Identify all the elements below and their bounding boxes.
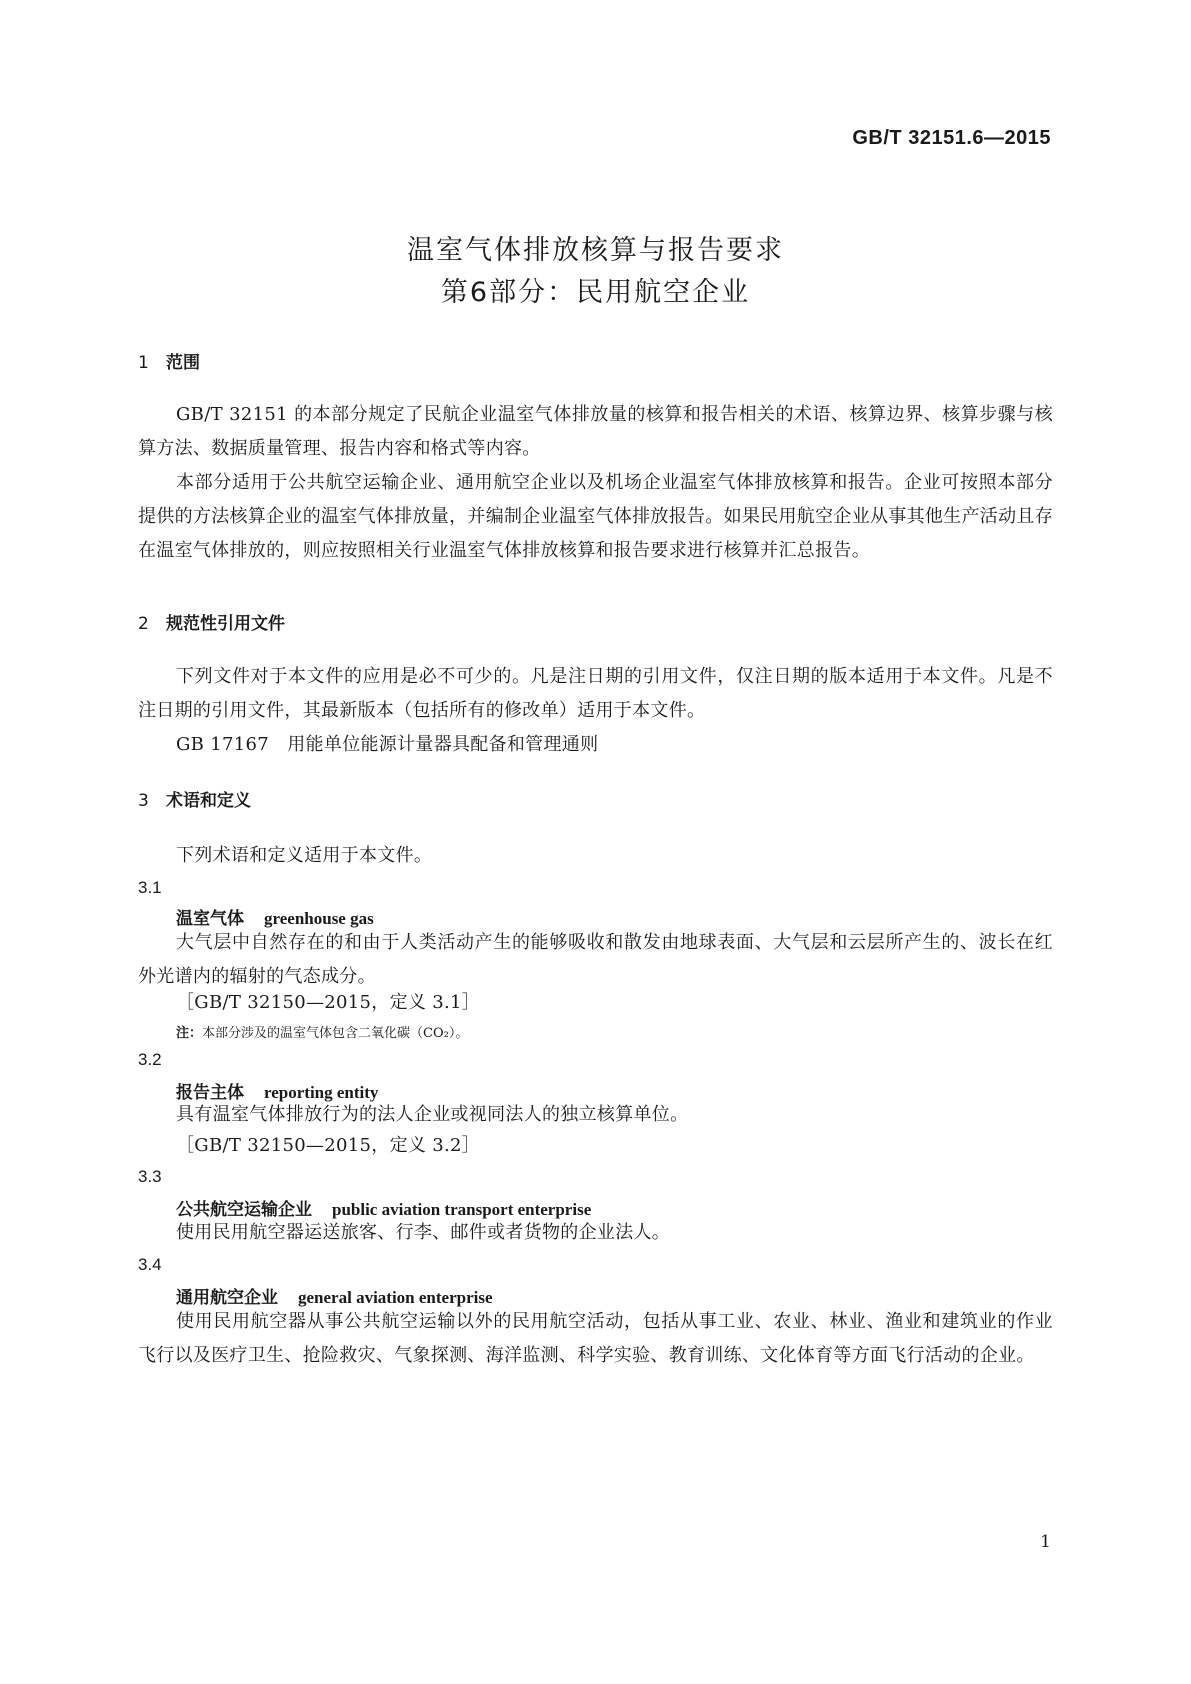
note-text: 本部分涉及的温室气体包含二氧化碳（CO₂）。 bbox=[202, 1026, 469, 1041]
note-label: 注： bbox=[176, 1026, 203, 1041]
definition-public-aviation: 使用民用航空器运送旅客、行李、邮件或者货物的企业法人。 bbox=[176, 1222, 671, 1243]
section-heading-terms-definitions bbox=[138, 786, 251, 811]
scope-paragraph-2: 本部分适用于公共航空运输企业、通用航空企业以及机场企业温室气体排放核算和报告。企业可按照本部分提供的方法核算企业的温室气体排放量，并编制企业温室气体排放报告。如果民用航空企业从事其他生产活动且存在温室气体排放的，则应按照相关行业温室气体排放核算和报告要求进行核算并汇总报告。 bbox=[138, 472, 1053, 561]
section-heading-normative-references bbox=[138, 609, 285, 634]
section-heading-scope bbox=[138, 348, 200, 373]
section-title: 范围 bbox=[166, 353, 200, 373]
term-en: greenhouse gas bbox=[264, 909, 374, 928]
section-number: 1 bbox=[138, 353, 149, 373]
section-number: 2 bbox=[138, 614, 149, 634]
definition-greenhouse-gas: 大气层中自然存在的和由于人类活动产生的能够吸收和散发由地球表面、大气层和云层所产生的、波长在红外光谱内的辐射的气态成分。 bbox=[138, 932, 1053, 987]
definition-reporting-entity: 具有温室气体排放行为的法人企业或视同法人的独立核算单位。 bbox=[176, 1104, 689, 1125]
term-en: general aviation enterprise bbox=[298, 1288, 493, 1307]
clause-number: 3.2 bbox=[138, 1050, 162, 1069]
definition-source: ［GB/T 32150—2015，定义 3.2］ bbox=[176, 1135, 481, 1156]
term-zh: 公共航空运输企业 bbox=[176, 1200, 312, 1220]
section-title: 术语和定义 bbox=[166, 791, 251, 811]
definition-note bbox=[176, 1022, 468, 1041]
section-title: 规范性引用文件 bbox=[166, 614, 285, 634]
clause-number: 3.4 bbox=[138, 1255, 162, 1274]
document-subtitle: 第6部分：民用航空企业 bbox=[440, 277, 751, 308]
scope-paragraph-1: GB/T 32151 的本部分规定了民航企业温室气体排放量的核算和报告相关的术语、核算边界、核算步骤与核算方法、数据质量管理、报告内容和格式等内容。 bbox=[138, 404, 1053, 459]
terms-intro: 下列术语和定义适用于本文件。 bbox=[176, 845, 433, 866]
standard-code: GB/T 32151.6—2015 bbox=[852, 127, 1051, 149]
clause-number: 3.1 bbox=[138, 878, 162, 897]
term-en: reporting entity bbox=[264, 1083, 379, 1102]
definition-general-aviation: 使用民用航空器从事公共航空运输以外的民用航空活动，包括从事工业、农业、林业、渔业和建筑业的作业飞行以及医疗卫生、抢险救灾、气象探测、海洋监测、科学实验、教育训练、文化体育等方面飞行活动的企业。 bbox=[138, 1311, 1053, 1366]
clause-number: 3.3 bbox=[138, 1167, 162, 1186]
term-zh: 报告主体 bbox=[176, 1083, 244, 1103]
page-number: 1 bbox=[1040, 1532, 1051, 1552]
references-paragraph: 下列文件对于本文件的应用是必不可少的。凡是注日期的引用文件，仅注日期的版本适用于本文件。凡是不注日期的引用文件，其最新版本（包括所有的修改单）适用于本文件。 bbox=[138, 666, 1053, 721]
term-zh: 通用航空企业 bbox=[176, 1288, 278, 1308]
section-number: 3 bbox=[138, 791, 149, 811]
definition-source: ［GB/T 32150—2015，定义 3.1］ bbox=[176, 992, 481, 1013]
term-zh: 温室气体 bbox=[176, 909, 244, 929]
term-en: public aviation transport enterprise bbox=[332, 1200, 592, 1219]
reference-item: GB 17167 用能单位能源计量器具配备和管理通则 bbox=[176, 734, 599, 755]
document-title: 温室气体排放核算与报告要求 bbox=[407, 235, 784, 266]
